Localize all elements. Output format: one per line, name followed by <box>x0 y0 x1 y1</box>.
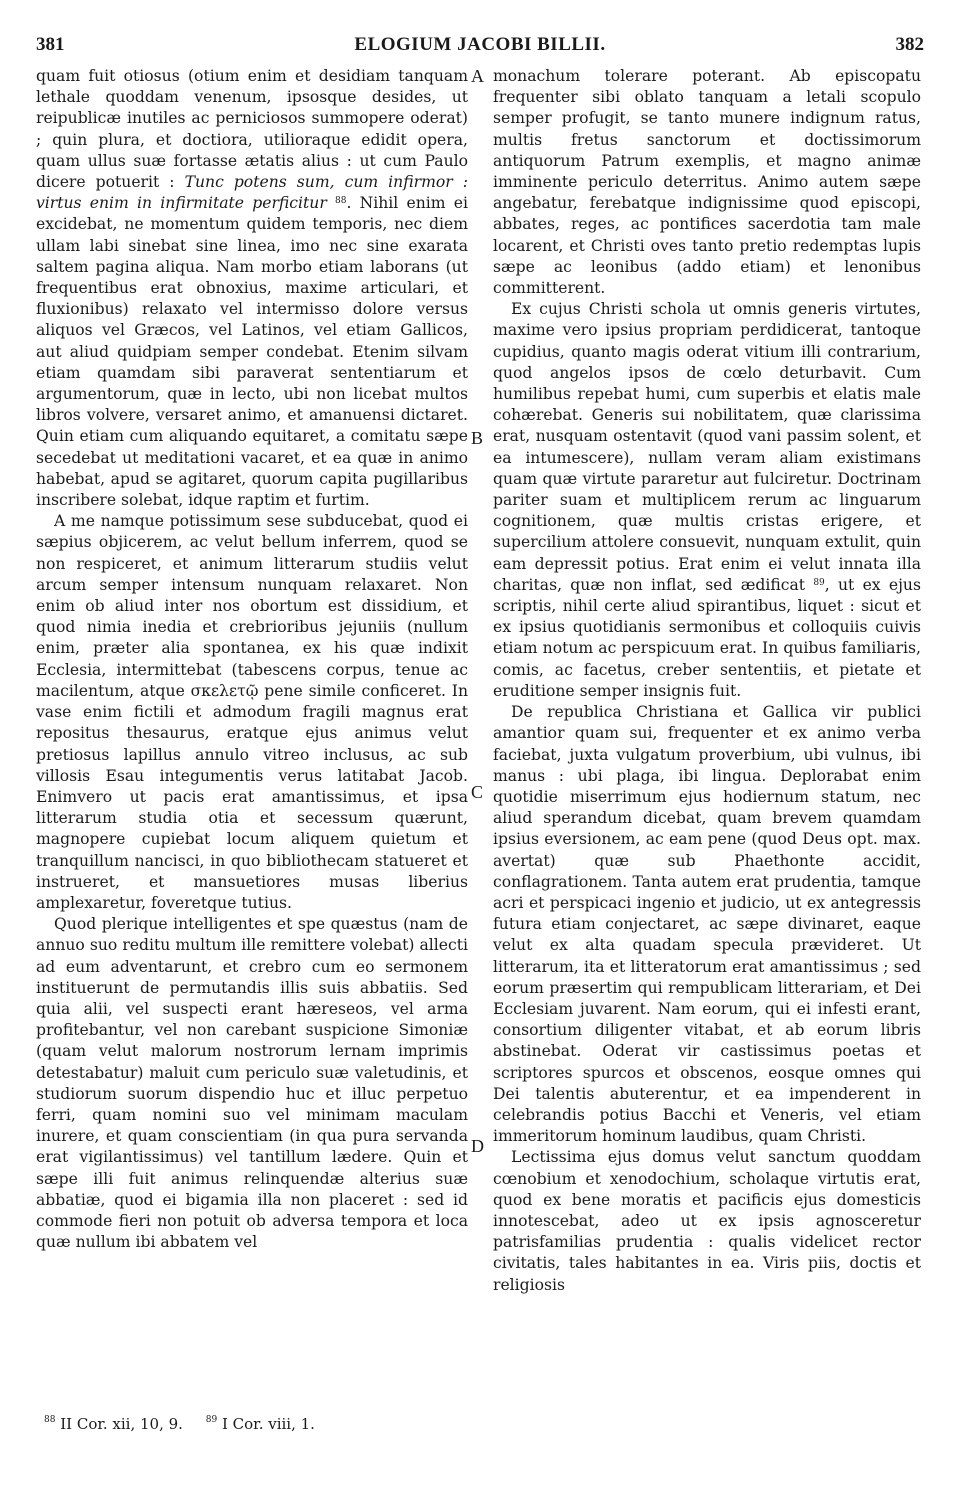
paragraph <box>493 299 921 702</box>
margin-marker: D <box>471 1136 484 1156</box>
footnote-text: II Cor. xii, 10, 9. <box>60 1415 183 1433</box>
margin-marker: A <box>471 66 484 86</box>
footnote <box>206 1415 315 1433</box>
text-run: quam fuit otiosus (otium enim et desidiam tanquam lethale quoddam venenum, ipsosque desides, ut reipublicæ inutiles ac perniciosos summopere oderat) ; quin plura, et doctiora, utilioraque edidit opera, quam ullus suæ fortasse ætatis alius : ut cum Paulo dicere potuerit : <box>36 67 468 192</box>
page-number-left: 381 <box>36 34 65 55</box>
footnote <box>44 1415 183 1433</box>
right-column <box>493 66 921 1296</box>
text-run: . Nihil enim ei excidebat, ne momentum quidem temporis, nec diem ullam labi sinebat sine linea, imo nec sine exarata saltem pagina aliqua. Nam morbo etiam laborans (ut frequentibus erat obnoxius, maxime articulari, et fluxionibus) relaxato vel intermisso dolore versus aliquos vel Græcos, vel Latinos, vel etiam Gallicos, aut aliud quidpiam semper condebat. Etenim silvam etiam quamdam sibi paraverat sententiarum et argumentorum, quæ in lecto, ubi non licebat multos libros volvere, versaret animo, et amanuensi dictaret. Quin etiam cum aliquando equitaret, a comitatu sæpe secedebat ut meditationi vacaret, et ea quæ in animo habebat, apud se agitaret, quorum capita pugillaribus inscribere solebat, idque raptim et furtim. <box>36 194 468 510</box>
footnote-number: 89 <box>205 1415 218 1425</box>
paragraph: Quod plerique intelligentes et spe quæstus (nam de annuo suo reditu multum ille remittere volebat) allecti ad eum adventarunt, et crebro cum eo sermonem instituerunt de permutandis illis suis abbatiis. Sed quia alii, vel suspecti erant hæreseos, vel arma profitebantur, vel non carebant suspicione Simoniæ (quam velut malorum nostrorum lernam imprimis detestabatur) maluit cum periculo suæ valetudinis, et studiorum suorum dispendio huc et illuc perpetuo ferri, quam nomini suo vel minimam maculam inurere, et quam conscientiam (in qua pura servanda erat vigilantissimus) vel tantillum lædere. Quin et sæpe illi fuit animus relinquendæ alterius suæ abbatiæ, quod ei bigamia illa non placeret : sed id commode fieri non potuit ob adversa tempora et loca quæ nullum ibi abbatem vel <box>36 915 468 1252</box>
running-title: ELOGIUM JACOBI BILLII. <box>354 34 606 55</box>
footnote-ref: 89 <box>813 577 825 588</box>
page-number-right: 382 <box>895 34 924 55</box>
paragraph: Lectissima ejus domus velut sanctum quoddam cœnobium et xenodochium, scholaque virtutis erat, quod ex bene moratis et pacificis ejus domesticis innotescebat, adeo ut ex ipsis agnosceretur patrisfamilias prudentia : qualis videlicet rector civitatis, tales habitantes in ea. Viris piis, doctis et religiosis <box>493 1148 921 1294</box>
paragraph: De republica Christiana et Gallica vir publici amantior quam sui, frequenter et ex animo verba faciebat, juxta vulgatum proverbium, ubi vulnus, ibi manus : ubi plaga, ibi lingua. Deplorabat enim quotidie miserrimum ejus hodiernum statum, nec aliud sperandum dicebat, quam brevem quamdam ipsius eversionem, ac eam pene (quod Deus opt. max. avertat) quæ sub Phaethonte accidit, conflagrationem. Tanta autem erat prudentia, tamque acri et perspicaci ingenio et judicio, ut ex antegressis futura etiam conjectaret, ac sæpe divinaret, eaque velut ex alta quadam specula prævideret. Ut litterarum, ita et litteratorum erat amantissimus ; sed eorum præsertim qui rempublicam litterariam, et Dei Ecclesiam juvarent. Nam eorum, qui ei infesti erant, consortium diligenter vitabat, et ab eorum libris abstinebat. Oderat vir castissimus poetas et scriptores spurcos et obscenos, eosque omnes qui Dei talentis abuterentur, et ea impenderent in celebrandis potius Bacchi et Veneris, vel etiam immeritorum hominum laudibus, quam Christi. <box>493 703 921 1146</box>
footnotes <box>44 1415 333 1433</box>
paragraph: A me namque potissimum sese subducebat, quod ei sæpius objicerem, ac velut bellum inferrem, quod se non respiceret, et animum litterarum studiis velut arcum semper intensum nunquam relaxaret. Non enim ob aliud inter nos obortum est dissidium, et quod nimia inedia et crebrioribus jejuniis (nullum enim, præter alia spontanea, ex his quæ indixit Ecclesia, intermittebat (tabescens corpus, tenue ac macilentum, atque σκελετῷ pene simile conficeret. In vase enim fictili et admodum fragili magnus erat repositus thesaurus, eratque ejus animus velut pretiosus lapillus annulo vitreo inclusus, ac sub villosis Esau integumentis verus latitabat Jacob. Enimvero ut pacis erat amantissimus, et ipsa litterarum studia otia et secessum quærunt, magnopere cupiebat locum aliquem quietum et tranquillum nancisci, in quo bibliothecam statueret et instrueret, et mansuetiores musas liberius amplexaretur, foveretque tutius. <box>36 512 468 912</box>
margin-marker: C <box>471 782 484 802</box>
footnote-number: 88 <box>44 1415 56 1425</box>
left-column <box>36 66 468 1253</box>
footnote-ref: 88 <box>335 196 347 207</box>
page-header <box>0 34 960 60</box>
paragraph: monachum tolerare poterant. Ab episcopatu frequenter sibi oblato tanquam a letali scopulo semper profugit, se tanto munere indignum ratus, multis fretus sanctorum et doctissimorum antiquorum Patrum exemplis, et magno animæ imminente periculo deterritus. Animo autem sæpe angebatur, ferebatque indignissime quod episcopi, abbates, reges, ac pontifices sacerdotia tam male locarent, et Christi oves tanto pretio redemptas lupis sæpe ac leonibus (addo etiam) et lenonibus committerent. <box>493 67 921 298</box>
paragraph <box>36 66 468 511</box>
footnote-text: I Cor. viii, 1. <box>221 1415 315 1433</box>
scripture-quote: Tunc potens sum, cum infirmor : virtus enim in infirmitate perficitur <box>36 173 468 213</box>
text-run: , ut ex ejus scriptis, nihil certe aliud spirantibus, liquet : sicut et ex ipsius quotidianis sermonibus et colloquiis cuivis etiam notum ac perspicuum erat. In quibus familiaris, comis, ac facetus, creber sententiis, et pietate et eruditione semper insignis fuit. <box>493 575 921 700</box>
text-run: Ex cujus Christi schola ut omnis generis virtutes, maxime vero ipsius propriam perdidicerat, tantoque cupidius, quanto magis oderat vitium illi contrarium, quod angelos ipsos de cœlo deturbavit. Cum humilibus repebat humi, cum superbis et elatis male cohærebat. Generis sui nobilitatem, quæ clarissima erat, nusquam ostentavit (quod vani passim solent, et ea intumescere), nullam veram aliam existimans quam quæ virtute pararetur aut fulciretur. Doctrinam pariter suam et multiplicem rerum ac linguarum cognitionem, quæ multis cristas erigere, et supercilium attolere consuevit, nunquam extulit, quin eam depressit potius. Erat enim ei velut innata illa charitas, quæ non inflat, sed ædificat <box>493 300 921 594</box>
margin-marker: B <box>471 428 484 448</box>
